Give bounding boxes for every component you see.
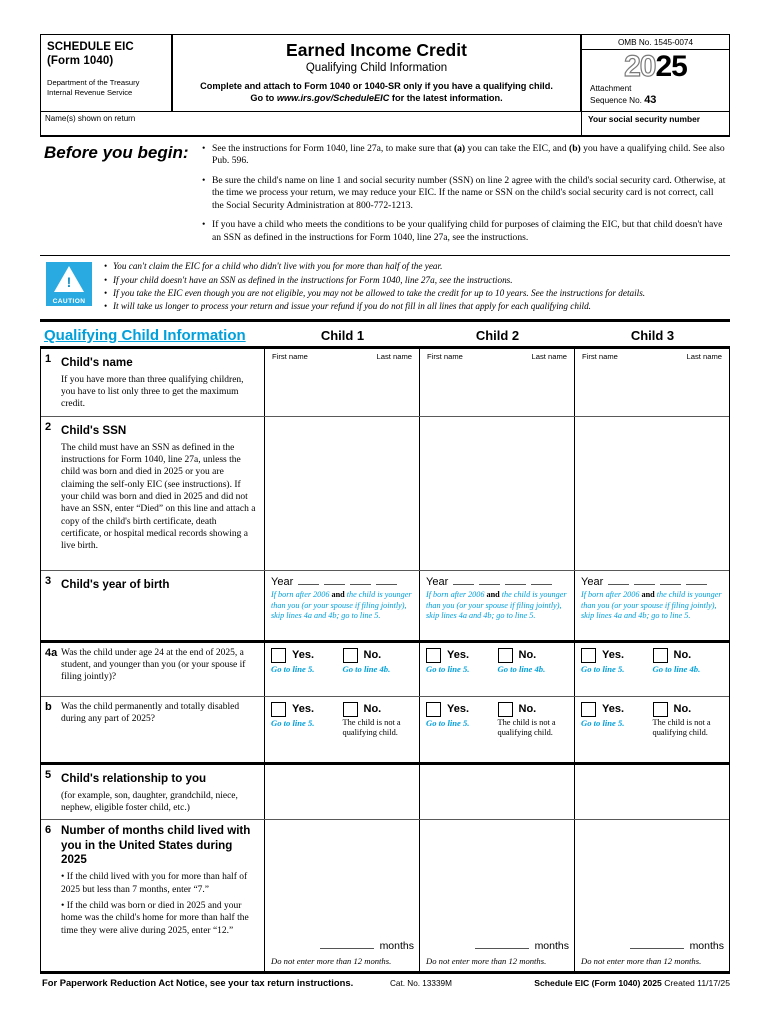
department-line1: Department of the Treasury (47, 77, 140, 87)
checkbox[interactable] (271, 702, 286, 717)
line-heading: Child's SSN (61, 423, 127, 437)
ssn-label: Your social security number (588, 114, 701, 124)
line-3-child-3-input[interactable] (575, 571, 729, 640)
exclamation-mark-icon: ! (66, 274, 72, 291)
form-header (40, 34, 730, 111)
hint-part-c: the child is younger than you (or your spouse if filing jointly), skip lines 4a and 4b; go to line 5. (271, 589, 412, 621)
no-goto-text: Go to line 4b. (342, 663, 391, 674)
no-note-text: The child is not a qualifying child. (652, 717, 711, 738)
line-6-question (41, 820, 265, 970)
table-row (41, 697, 729, 765)
list-item: • Be sure the child's name on line 1 and social security number (SSN) on line 2 agree with the child's social security card. Otherwise, at the time we process your return, we may reduce your EIC. If the name or SSN on the child's social security card is not correct, call the Social Security Administration at 800-772-1213. (202, 175, 726, 212)
tax-year (582, 50, 729, 82)
sequence-number: 43 (644, 94, 657, 107)
checkbox[interactable] (343, 702, 358, 717)
yes-label: Yes. (447, 703, 470, 716)
line-4b-child-1-no[interactable] (343, 702, 415, 739)
tax-year-light: 20 (624, 50, 656, 83)
months-blank[interactable] (320, 939, 374, 949)
line-6-child-1-input[interactable] (265, 820, 420, 970)
no-label: No. (673, 649, 692, 662)
qualifying-child-grid (40, 349, 730, 971)
no-label: No. (363, 703, 382, 716)
list-item: • See the instructions for Form 1040, line 27a, to make sure that (a) you can take the EIC, and (b) you have a qualifying child. See also Pub. 596. (202, 143, 726, 168)
form-title: Earned Income Credit (286, 40, 467, 60)
list-item: • If your child doesn't have an SSN as defined in the instructions for Form 1040, line 27a, see the instructions. (104, 274, 728, 287)
checkbox[interactable] (653, 648, 668, 663)
form-body (40, 34, 730, 988)
no-label: No. (363, 649, 382, 662)
names-shown-field[interactable] (41, 112, 582, 135)
line-4a-child-1-input (265, 643, 420, 696)
yes-label: Yes. (292, 703, 315, 716)
form-subtitle: Qualifying Child Information (305, 62, 448, 75)
yes-goto-text: Go to line 5. (581, 717, 625, 728)
line-4a-child-2-no[interactable] (498, 648, 570, 674)
table-row (41, 349, 729, 417)
year-label: Year (271, 575, 294, 588)
line-4b-child-2-yes[interactable] (426, 702, 498, 739)
checkbox[interactable] (581, 648, 596, 663)
header-left-block (41, 35, 173, 111)
names-shown-label: Name(s) shown on return (45, 114, 136, 123)
months-word: months (379, 940, 414, 953)
no-note-text: The child is not a qualifying child. (497, 717, 556, 738)
line-4a-child-2-yes[interactable] (426, 648, 498, 674)
line-number: 1 (45, 352, 52, 365)
line-5-child-3-input[interactable] (575, 765, 729, 820)
line-4b-child-2-no[interactable] (498, 702, 570, 739)
created-date: Created 11/17/25 (661, 977, 730, 988)
bullet-text: If the child was born or died in 2025 and your home was the child's home for more than half the time they were alive during 2025, enter “12.” (61, 901, 249, 936)
hint-part-a: If born after 2006 (581, 589, 642, 599)
no-goto-text: Go to line 4b. (652, 663, 701, 674)
year-digit-blank[interactable] (350, 576, 371, 585)
line-4a-child-1-yes[interactable] (271, 648, 343, 674)
line-4b-child-3-yes[interactable] (581, 702, 653, 739)
yes-goto-text: Go to line 5. (271, 663, 315, 674)
line-heading: Child's name (61, 355, 133, 369)
bullet-text: If the child lived with you for more than half of 2025 but less than 7 months, enter “7.” (61, 872, 248, 895)
footer-form-id (515, 978, 730, 988)
line-6-child-2-input[interactable] (420, 820, 575, 970)
hint-part-c: the child is younger than you (or your spouse if filing jointly), skip lines 4a and 4b; go to line 5. (426, 589, 567, 621)
line-body: The child must have an SSN as defined in the instructions for Form 1040, line 27a, unless the child was born and died in 2025 or you are claiming the self-only EIC (see instructions). If your child was born and died in 2025 and did not have an SSN, enter “Died” on this line and attach a copy of the child's birth certificate, death certificate, or hospital medical records showing a live birth. (61, 442, 256, 552)
yes-label: Yes. (602, 703, 625, 716)
line-number: 4a (45, 646, 58, 659)
taxpayer-identity-row (40, 111, 730, 137)
list-item: • It will take us longer to process your return and issue your refund if you do not fill in all lines that apply for each qualifying child. (104, 300, 728, 313)
line-4b-question (41, 697, 265, 762)
line-5-child-1-input[interactable] (265, 765, 420, 820)
line-4b-child-1-input (265, 697, 420, 762)
goto-prefix: Go to (250, 92, 277, 103)
yes-goto-text: Go to line 5. (271, 717, 315, 728)
table-row (41, 820, 729, 970)
months-note: Do not enter more than 12 months. (426, 956, 547, 967)
before-you-begin-label: Before you begin: (44, 143, 189, 162)
hint-part-a: If born after 2006 (426, 589, 487, 599)
last-name-label: Last name (376, 351, 412, 361)
first-name-label: First name (582, 351, 618, 361)
line-2-child-3-input[interactable] (575, 417, 729, 570)
line-number: 3 (45, 574, 52, 587)
yes-label: Yes. (602, 649, 625, 662)
line-1-child-1-input[interactable] (265, 349, 420, 416)
yes-goto-text: Go to line 5. (426, 717, 470, 728)
line-heading: Number of months child lived with you in the United States during 2025 (61, 824, 251, 867)
attach-instruction: Complete and attach to Form 1040 or 1040-SR only if you have a qualifying child. (200, 80, 553, 91)
no-label: No. (518, 703, 537, 716)
section-title: Qualifying Child Information (44, 326, 246, 344)
list-item: • If you take the EIC even though you are not eligible, you may not be allowed to take the credit for up to 10 years. See the instructions for details. (104, 287, 728, 300)
department-line2: Internal Revenue Service (47, 88, 133, 97)
line-4a-child-2-input (420, 643, 575, 696)
yes-goto-text: Go to line 5. (581, 663, 625, 674)
hint-part-c: the child is younger than you (or your spouse if filing jointly), skip lines 4a and 4b; go to line 5. (581, 589, 722, 621)
year-digit-blank[interactable] (376, 576, 397, 585)
year-digit-blank[interactable] (505, 576, 526, 585)
line-heading: Child's relationship to you (61, 771, 207, 785)
form-id-text: Schedule EIC (Form 1040) 2025 (534, 977, 662, 988)
line-body: (for example, son, daughter, grandchild, niece, nephew, eligible foster child, etc.) (61, 790, 238, 814)
yes-label: Yes. (447, 649, 470, 662)
line-2-child-2-input[interactable] (420, 417, 575, 570)
line-4a-child-3-no[interactable] (653, 648, 725, 674)
hint-part-and: and (486, 589, 500, 599)
caution-icon (46, 262, 92, 306)
checkbox[interactable] (343, 648, 358, 663)
line-1-question (41, 349, 265, 416)
line-4a-child-1-no[interactable] (343, 648, 415, 674)
table-row (41, 643, 729, 697)
line-5-child-2-input[interactable] (420, 765, 575, 820)
months-note: Do not enter more than 12 months. (271, 956, 392, 967)
line-3-hint (581, 590, 724, 622)
header-omb-block (582, 35, 729, 111)
line-3-hint (271, 590, 414, 622)
year-label: Year (581, 575, 604, 588)
line-4b-child-2-input (420, 697, 575, 762)
caution-section (40, 255, 730, 321)
form-footer (40, 971, 730, 988)
checkbox[interactable] (426, 648, 441, 663)
year-digit-blank[interactable] (479, 576, 500, 585)
line-3-hint (426, 590, 569, 622)
section-header-row (40, 322, 730, 349)
year-digit-blank[interactable] (660, 576, 681, 585)
line-number: 6 (45, 824, 52, 837)
no-label: No. (518, 649, 537, 662)
line-4b-child-3-input (575, 697, 729, 762)
sequence-label: Sequence No. (590, 96, 642, 106)
ssn-field[interactable] (582, 112, 729, 135)
column-header-child-1: Child 1 (320, 327, 365, 343)
schedule-name-line2: (Form 1040) (47, 55, 114, 68)
checkbox[interactable] (653, 702, 668, 717)
list-item: • If you have a child who meets the conditions to be your qualifying child for purposes of claiming the EIC, but that child doesn't have an SSN as defined in the instructions for Form 1040, line 27a, see the instructions. (202, 219, 726, 244)
line-2-child-1-input[interactable] (265, 417, 420, 570)
table-row (41, 765, 729, 821)
line-4a-child-3-input (575, 643, 729, 696)
no-note-text: The child is not a qualifying child. (342, 717, 401, 738)
column-header-child-3: Child 3 (630, 327, 675, 343)
last-name-label: Last name (531, 351, 567, 361)
year-digit-blank[interactable] (686, 576, 707, 585)
line-1-child-2-input[interactable] (420, 349, 575, 416)
months-word: months (534, 940, 569, 953)
before-you-begin-list (202, 143, 730, 251)
checkbox[interactable] (498, 648, 513, 663)
caution-list (104, 260, 730, 313)
line-3-child-2-input[interactable] (420, 571, 575, 640)
tax-year-bold: 25 (655, 50, 687, 83)
year-digit-blank[interactable] (634, 576, 655, 585)
year-digit-blank[interactable] (531, 576, 552, 585)
irs-url[interactable]: www.irs.gov/ScheduleEIC (276, 92, 390, 103)
line-4b-child-3-no[interactable] (653, 702, 725, 739)
line-2-question (41, 417, 265, 570)
hint-part-a: If born after 2006 (271, 589, 332, 599)
omb-number: OMB No. 1545-0074 (582, 35, 729, 50)
catalog-number: Cat. No. 13339M (390, 978, 452, 988)
line-6-body (61, 871, 256, 937)
months-blank[interactable] (630, 939, 684, 949)
year-digit-blank[interactable] (608, 576, 629, 585)
first-name-label: First name (272, 351, 308, 361)
line-number: 2 (45, 420, 52, 433)
schedule-name-line1: SCHEDULE EIC (47, 41, 134, 53)
goto-suffix: for the latest information. (389, 92, 503, 103)
months-note: Do not enter more than 12 months. (581, 956, 702, 967)
line-body: Was the child permanently and totally disabled during any part of 2025? (61, 701, 240, 725)
line-6-bullet-2: • If the child was born or died in 2025 and your home was the child's home for more than half the time they were alive during 2025, enter “12.” (61, 901, 249, 936)
hint-part-and: and (331, 589, 345, 599)
website-instruction (177, 93, 576, 105)
checkbox[interactable] (426, 702, 441, 717)
line-1-child-3-input[interactable] (575, 349, 729, 416)
line-body: If you have more than three qualifying children, you have to list only three to get the maximum credit. (61, 374, 244, 410)
year-label: Year (426, 575, 449, 588)
paperwork-notice: For Paperwork Reduction Act Notice, see your tax return instructions. (42, 976, 354, 988)
line-4a-child-3-yes[interactable] (581, 648, 653, 674)
year-digit-blank[interactable] (453, 576, 474, 585)
caution-icon-label: CAUTION (52, 298, 86, 306)
before-you-begin-section (40, 137, 730, 255)
checkbox[interactable] (581, 702, 596, 717)
checkbox[interactable] (271, 648, 286, 663)
line-4b-child-1-yes[interactable] (271, 702, 343, 739)
months-blank[interactable] (475, 939, 529, 949)
line-4a-question (41, 643, 265, 696)
list-item: • You can't claim the EIC for a child who didn't live with you for more than half of the year. (104, 260, 728, 273)
year-digit-blank[interactable] (298, 576, 319, 585)
line-number: 5 (45, 768, 52, 781)
line-number: b (45, 700, 52, 713)
first-name-label: First name (427, 351, 463, 361)
line-6-child-3-input[interactable] (575, 820, 729, 970)
hint-part-and: and (641, 589, 655, 599)
line-5-question (41, 765, 265, 820)
attachment-label: Attachment (590, 84, 632, 93)
yes-label: Yes. (292, 649, 315, 662)
line-heading: Child's year of birth (61, 577, 170, 591)
yes-goto-text: Go to line 5. (426, 663, 470, 674)
table-row (41, 417, 729, 571)
column-header-child-2: Child 2 (475, 327, 520, 343)
line-6-bullet-1: • If the child lived with you for more than half of 2025 but less than 7 months, enter “7.” (61, 872, 248, 895)
line-3-child-1-input[interactable] (265, 571, 420, 640)
no-label: No. (673, 703, 692, 716)
last-name-label: Last name (686, 351, 722, 361)
line-3-question (41, 571, 265, 640)
line-body: Was the child under age 24 at the end of 2025, a student, and younger than you (or your spouse if filing jointly)? (61, 647, 246, 683)
months-word: months (689, 940, 724, 953)
no-goto-text: Go to line 4b. (497, 663, 546, 674)
attachment-sequence (582, 82, 729, 111)
table-row (41, 571, 729, 643)
year-digit-blank[interactable] (324, 576, 345, 585)
checkbox[interactable] (498, 702, 513, 717)
header-title-block (173, 35, 582, 111)
